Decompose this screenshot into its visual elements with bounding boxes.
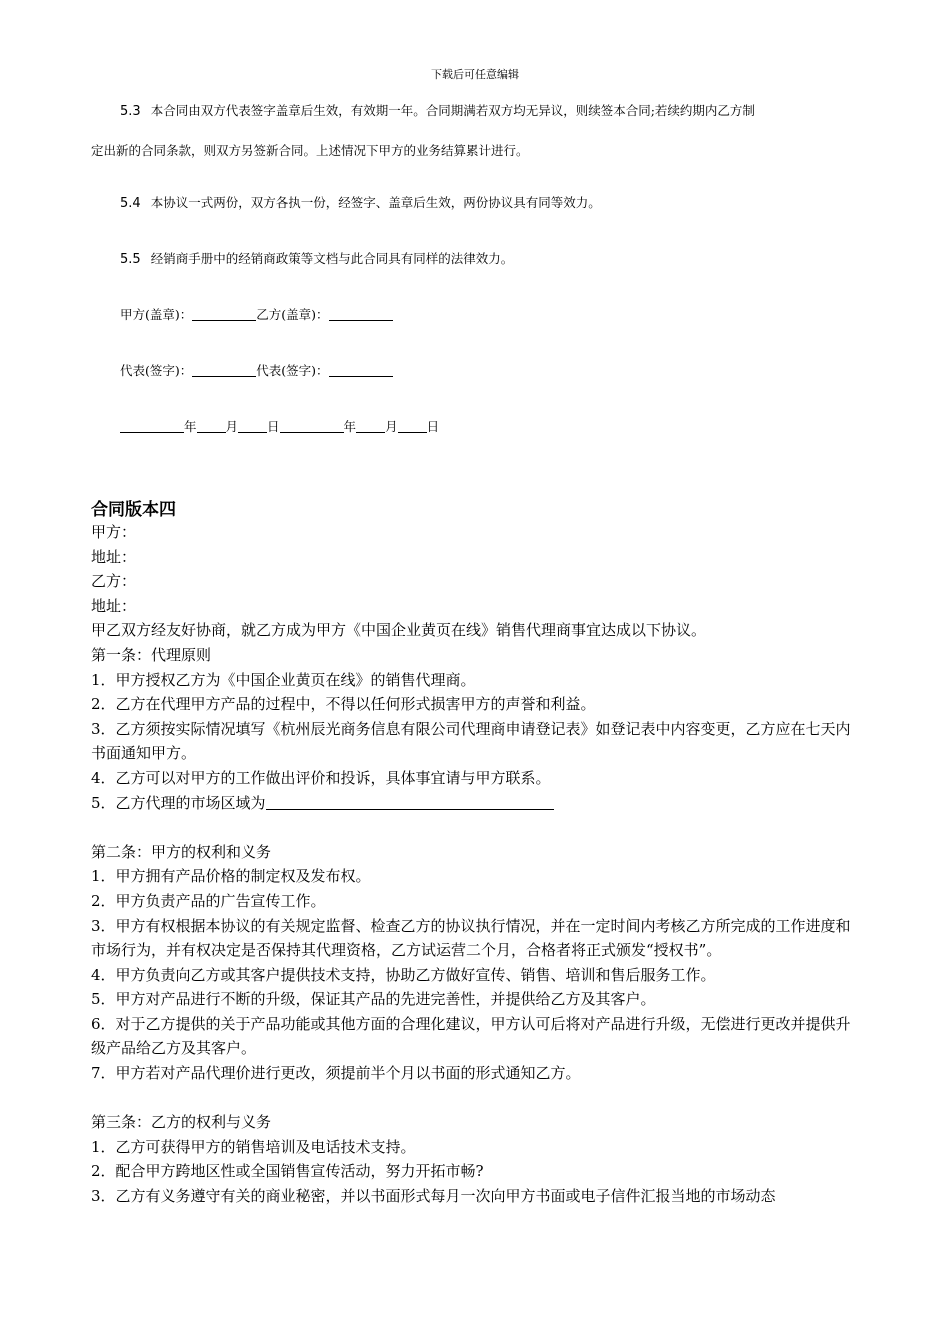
list-item: 4．乙方可以对甲方的工作做出评价和投诉，具体事宜请与甲方联系。: [91, 768, 551, 787]
month-label: 月: [225, 419, 239, 434]
list-item: [91, 791, 861, 816]
blank-line: [266, 792, 554, 810]
date-line: [91, 417, 900, 437]
blank-line: [120, 418, 184, 433]
party-a-label: 甲方：: [91, 523, 137, 541]
clause-number: 5.5: [120, 252, 141, 267]
list-item: 1．乙方可获得甲方的销售培训及电话技术支持。: [91, 1137, 416, 1156]
clause-5-4: [91, 193, 900, 214]
list-item: 5．甲方对产品进行不断的升级，保证其产品的先进完善性，并提供给乙方及其客户。: [91, 990, 656, 1009]
blank-line: [192, 362, 256, 377]
address-label: 地址：: [91, 547, 137, 566]
list-item: 7．甲方若对产品代理价进行更改，须提前半个月以书面的形式通知乙方。: [91, 1064, 581, 1083]
clause-text: 本合同由双方代表签字盖章后生效，有效期一年。合同期满若双方均无异议，则续签本合同;若续约期内乙方制: [150, 103, 755, 118]
clause-5-5: [91, 249, 900, 270]
list-item-text: 5．乙方代理的市场区域为: [91, 793, 266, 812]
list-item: 4．甲方负责向乙方或其客户提供技术支持，协助乙方做好宣传、销售、培训和售后服务工作。: [91, 965, 716, 984]
day-label: 日: [267, 419, 280, 434]
address-label: 地址：: [91, 596, 137, 615]
blank-line: [356, 418, 385, 433]
list-item: 6．对于乙方提供的关于产品功能或其他方面的合理化建议，甲方认可后将对产品进行升级，无偿进行更改并提供升级产品给乙方及其客户。: [91, 1014, 851, 1058]
year-label: 年: [184, 419, 197, 434]
list-item: 1．甲方拥有产品价格的制定权及发布权。: [91, 867, 371, 886]
month-label: 月: [385, 419, 398, 434]
article-title: 第三条：乙方的权利与义务: [91, 1113, 272, 1132]
article-title: 第一条：代理原则: [91, 645, 212, 664]
representative-line: [91, 361, 900, 381]
day-label: 日: [426, 419, 440, 434]
clause-text: 经销商手册中的经销商政策等文档与此合同具有同样的法律效力。: [150, 251, 514, 266]
spacer: [91, 815, 861, 840]
seal-line: [91, 305, 900, 325]
clause-5-3: [91, 101, 871, 161]
blank-line: [192, 306, 256, 321]
section-title: 合同版本四: [91, 500, 176, 520]
clause-number: 5.3: [120, 104, 141, 119]
clause-text-cont: 定出新的合同条款，则双方另签新合同。上述情况下甲方的业务结算累计进行。: [91, 143, 529, 158]
blank-line: [238, 418, 267, 433]
list-item: 2．甲方负责产品的广告宣传工作。: [91, 891, 326, 910]
party-b-seal-label: 乙方(盖章)：: [256, 307, 329, 322]
list-item: 3．甲方有权根据本协议的有关规定监督、检查乙方的协议执行情况，并在一定时间内考核乙方所完成的工作进度和市场行为，并有权决定是否保持其代理资格，乙方试运营二个月，合格者将正式颁发“授权书”。: [91, 916, 851, 960]
clause-text: 本协议一式两份，双方各执一份，经签字、盖章后生效，两份协议具有同等效力。: [150, 195, 601, 210]
list-item: 2．乙方在代理甲方产品的过程中，不得以任何形式损害甲方的声誉和利益。: [91, 695, 596, 714]
rep-b-label: 代表(签字)：: [256, 363, 329, 378]
clause-number: 5.4: [120, 196, 141, 211]
list-item: 3．乙方有义务遵守有关的商业秘密，并以书面形式每月一次向甲方书面或电子信件汇报当地的市场动态: [91, 1187, 776, 1206]
blank-line: [329, 362, 393, 377]
blank-line: [280, 418, 344, 433]
list-item: 2．配合甲方跨地区性或全国销售宣传活动，努力开拓市畅?: [91, 1162, 484, 1181]
blank-line: [398, 418, 427, 433]
list-item: 1．甲方授权乙方为《中国企业黄页在线》的销售代理商。: [91, 670, 476, 689]
party-a-seal-label: 甲方(盖章)：: [120, 307, 193, 322]
page-header: 下载后可任意编辑: [431, 68, 519, 81]
party-b-label: 乙方：: [91, 572, 137, 591]
year-label: 年: [343, 419, 357, 434]
contract-body: [91, 520, 861, 1209]
intro-paragraph: 甲乙双方经友好协商，就乙方成为甲方《中国企业黄页在线》销售代理商事宜达成以下协议。: [91, 621, 707, 640]
article-title: 第二条：甲方的权利和义务: [91, 842, 272, 861]
rep-a-label: 代表(签字)：: [120, 363, 193, 378]
list-item: 3．乙方须按实际情况填写《杭州辰光商务信息有限公司代理商申请登记表》如登记表中内容变更，乙方应在七天内书面通知甲方。: [91, 719, 851, 763]
blank-line: [329, 306, 393, 321]
spacer: [91, 1086, 861, 1111]
blank-line: [197, 418, 226, 433]
